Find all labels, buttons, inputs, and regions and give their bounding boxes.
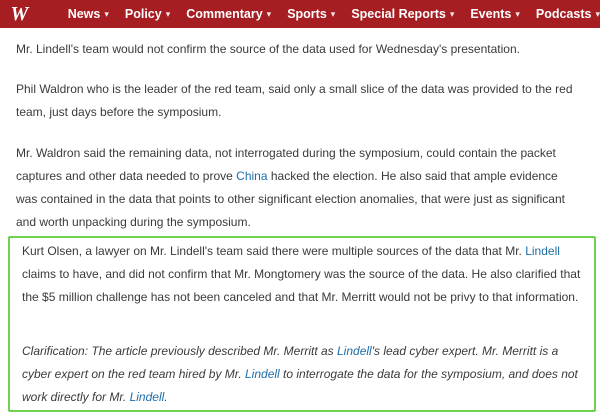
paragraph-text: claims to have, and did not confirm that Mr. Mongtomery was the source of the data. He also clarified that the $5 million challenge has not been canceled and that Mr. Merritt would not be privy to that information.	[22, 267, 581, 304]
nav-item-policy[interactable]	[125, 0, 170, 28]
nav-item-label: Special Reports	[351, 7, 446, 21]
paragraph-text: Clarification: The article previously described Mr. Merritt as	[22, 344, 337, 358]
chevron-down-icon: ▾	[449, 8, 455, 19]
paragraph-text: Mr. Waldron said the remaining data, not interrogated during the symposium, could contain the packet captures and other data needed to prove	[16, 146, 556, 183]
nav-item-commentary[interactable]	[186, 0, 271, 28]
site-logo[interactable]: W	[10, 2, 28, 25]
chevron-down-icon: ▾	[104, 8, 109, 19]
clarification-paragraph	[22, 340, 587, 409]
nav-item-label: Sports	[287, 7, 327, 21]
nav-item-label: Policy	[124, 7, 162, 21]
lindell-link[interactable]: Lindell	[525, 244, 560, 258]
article-paragraph: Mr. Lindell's team would not confirm the source of the data used for Wednesday's presentation.	[16, 42, 520, 56]
nav-item-special-reports[interactable]	[351, 0, 454, 28]
lindell-link[interactable]: Lindell	[129, 390, 165, 404]
chevron-down-icon: ▾	[266, 8, 272, 19]
article-paragraph: Phil Waldron who is the leader of the red team, said only a small slice of the data was provided to the red team, just days before the symposium.	[16, 82, 573, 119]
nav-item-sports[interactable]	[287, 0, 335, 28]
lindell-link[interactable]: Lindell	[337, 344, 372, 358]
nav-item-label: News	[67, 7, 101, 21]
nav-item-label: Podcasts	[535, 7, 592, 21]
paragraph-text: to interrogate the data for the symposium, and does not work directly for Mr.	[22, 367, 578, 404]
nav-item-label: Commentary	[186, 7, 263, 21]
paragraph-text: .	[164, 390, 168, 404]
paragraph-text: 's lead cyber expert. Mr. Merritt is a cyber expert on the red team hired by Mr.	[22, 344, 559, 381]
nav-item-label: Events	[470, 7, 512, 21]
article-paragraph	[16, 142, 576, 234]
chevron-down-icon: ▾	[515, 8, 520, 19]
nav-item-news[interactable]	[68, 0, 109, 28]
paragraph-text: Kurt Olsen, a lawyer on Mr. Lindell's team said there were multiple sources of the data that Mr.	[22, 244, 526, 258]
nav-item-events[interactable]	[470, 0, 520, 28]
nav-item-podcasts[interactable]	[536, 0, 600, 28]
china-link[interactable]: China	[236, 169, 268, 183]
top-navigation-bar	[0, 0, 600, 28]
chevron-down-icon: ▾	[165, 8, 171, 19]
paragraph-text: hacked the election. He also said that ample evidence was contained in the data that points to other significant election anomalies, that were just as significant and worth unpacking during the symposium.	[16, 169, 565, 229]
nav-menu	[68, 0, 600, 28]
article-paragraph	[22, 240, 587, 309]
chevron-down-icon: ▾	[330, 8, 336, 19]
chevron-down-icon: ▾	[595, 8, 600, 19]
lindell-link[interactable]: Lindell	[245, 367, 280, 381]
